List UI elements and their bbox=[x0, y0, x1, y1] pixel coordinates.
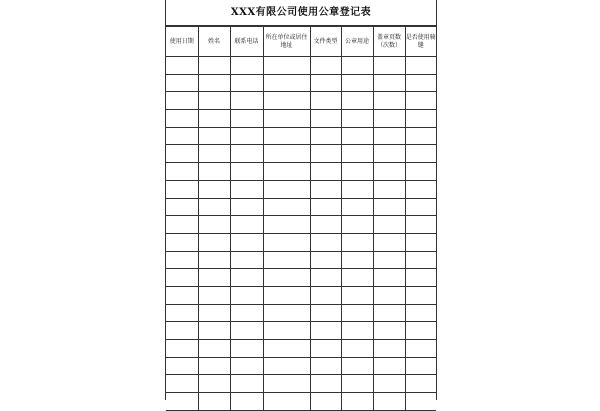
table-cell bbox=[310, 357, 341, 375]
table-cell bbox=[230, 92, 263, 110]
table-cell bbox=[198, 304, 230, 322]
table-cell bbox=[230, 216, 263, 234]
table-cell bbox=[310, 145, 341, 163]
table-cell bbox=[405, 322, 436, 340]
table-cell bbox=[341, 57, 373, 75]
table-cell bbox=[341, 110, 373, 128]
table-cell bbox=[310, 216, 341, 234]
table-cell bbox=[341, 233, 373, 251]
table-cell bbox=[405, 286, 436, 304]
table-cell bbox=[166, 74, 198, 92]
table-cell bbox=[310, 198, 341, 216]
table-row bbox=[166, 57, 436, 75]
table-body bbox=[166, 57, 436, 411]
table-cell bbox=[310, 269, 341, 287]
table-cell bbox=[230, 110, 263, 128]
table-cell bbox=[198, 322, 230, 340]
table-cell bbox=[405, 251, 436, 269]
table-cell bbox=[166, 340, 198, 358]
header-row bbox=[166, 27, 436, 57]
table-cell bbox=[230, 127, 263, 145]
table-cell bbox=[341, 357, 373, 375]
table-cell bbox=[263, 375, 310, 393]
table-row bbox=[166, 286, 436, 304]
table-cell bbox=[373, 198, 405, 216]
table-cell bbox=[405, 233, 436, 251]
table-cell bbox=[310, 393, 341, 411]
table-cell bbox=[310, 74, 341, 92]
table-cell bbox=[166, 375, 198, 393]
table-cell bbox=[230, 180, 263, 198]
table-cell bbox=[310, 57, 341, 75]
table-cell bbox=[263, 322, 310, 340]
table-row bbox=[166, 269, 436, 287]
table-row bbox=[166, 322, 436, 340]
table-cell bbox=[263, 286, 310, 304]
registration-sheet bbox=[165, 0, 437, 400]
table-cell bbox=[198, 233, 230, 251]
table-cell bbox=[166, 180, 198, 198]
table-cell bbox=[341, 92, 373, 110]
table-row bbox=[166, 304, 436, 322]
table-cell bbox=[405, 127, 436, 145]
table-cell bbox=[166, 198, 198, 216]
table-cell bbox=[405, 74, 436, 92]
table-cell bbox=[198, 286, 230, 304]
table-cell bbox=[198, 180, 230, 198]
table-cell bbox=[310, 180, 341, 198]
table-row bbox=[166, 216, 436, 234]
table-cell bbox=[166, 251, 198, 269]
table-cell bbox=[263, 340, 310, 358]
table-cell bbox=[230, 375, 263, 393]
table-cell bbox=[341, 393, 373, 411]
table-cell bbox=[341, 145, 373, 163]
table-cell bbox=[198, 57, 230, 75]
table-cell bbox=[230, 269, 263, 287]
table-cell bbox=[405, 375, 436, 393]
table-cell bbox=[230, 74, 263, 92]
table-cell bbox=[341, 269, 373, 287]
table-cell bbox=[341, 304, 373, 322]
table-cell bbox=[405, 269, 436, 287]
table-row bbox=[166, 127, 436, 145]
table-cell bbox=[405, 110, 436, 128]
table-cell bbox=[310, 163, 341, 181]
table-cell bbox=[341, 322, 373, 340]
table-row bbox=[166, 180, 436, 198]
table-cell bbox=[166, 304, 198, 322]
table-cell bbox=[230, 322, 263, 340]
table-cell bbox=[373, 251, 405, 269]
table-cell bbox=[341, 340, 373, 358]
table-cell bbox=[230, 163, 263, 181]
table-cell bbox=[373, 357, 405, 375]
table-cell bbox=[198, 375, 230, 393]
table-cell bbox=[230, 57, 263, 75]
table-cell bbox=[263, 251, 310, 269]
table-cell bbox=[373, 375, 405, 393]
table-cell bbox=[230, 357, 263, 375]
table-cell bbox=[405, 340, 436, 358]
table-cell bbox=[263, 180, 310, 198]
table-cell bbox=[373, 393, 405, 411]
table-cell bbox=[166, 92, 198, 110]
table-cell bbox=[198, 216, 230, 234]
table-cell bbox=[198, 92, 230, 110]
table-row bbox=[166, 145, 436, 163]
table-cell bbox=[310, 304, 341, 322]
table-cell bbox=[310, 251, 341, 269]
table-row bbox=[166, 198, 436, 216]
table-cell bbox=[310, 110, 341, 128]
table-cell bbox=[166, 393, 198, 411]
column-header-purpose: 公章用途 bbox=[341, 27, 373, 57]
table-cell bbox=[373, 304, 405, 322]
table-cell bbox=[263, 216, 310, 234]
table-row bbox=[166, 357, 436, 375]
table-cell bbox=[198, 393, 230, 411]
table-cell bbox=[263, 110, 310, 128]
table-cell bbox=[373, 145, 405, 163]
table-cell bbox=[310, 375, 341, 393]
table-cell bbox=[341, 286, 373, 304]
table-cell bbox=[405, 180, 436, 198]
table-cell bbox=[310, 92, 341, 110]
table-cell bbox=[373, 74, 405, 92]
table-cell bbox=[263, 357, 310, 375]
table-cell bbox=[373, 110, 405, 128]
table-cell bbox=[310, 340, 341, 358]
table-cell bbox=[230, 233, 263, 251]
column-header-perforation-seal: 是否使用骑缝 bbox=[405, 27, 436, 57]
table-cell bbox=[263, 145, 310, 163]
table-cell bbox=[198, 357, 230, 375]
table-cell bbox=[230, 340, 263, 358]
column-header-phone: 联系电话 bbox=[230, 27, 263, 57]
table-cell bbox=[373, 180, 405, 198]
table-row bbox=[166, 375, 436, 393]
table-cell bbox=[341, 74, 373, 92]
table-cell bbox=[341, 198, 373, 216]
table-cell bbox=[373, 340, 405, 358]
table-cell bbox=[198, 127, 230, 145]
table-cell bbox=[373, 322, 405, 340]
table-cell bbox=[166, 127, 198, 145]
table-cell bbox=[263, 233, 310, 251]
table-cell bbox=[230, 145, 263, 163]
table-cell bbox=[166, 269, 198, 287]
table-cell bbox=[198, 340, 230, 358]
table-cell bbox=[341, 216, 373, 234]
table-cell bbox=[263, 92, 310, 110]
table-cell bbox=[198, 269, 230, 287]
table-cell bbox=[341, 375, 373, 393]
table-cell bbox=[166, 110, 198, 128]
document-title: XXX有限公司使用公章登记表 bbox=[166, 0, 436, 26]
table-cell bbox=[373, 269, 405, 287]
column-header-name: 姓名 bbox=[198, 27, 230, 57]
table-cell bbox=[373, 233, 405, 251]
table-cell bbox=[405, 163, 436, 181]
table-cell bbox=[263, 163, 310, 181]
table-cell bbox=[198, 198, 230, 216]
table-cell bbox=[373, 216, 405, 234]
table-cell bbox=[373, 127, 405, 145]
table-cell bbox=[405, 357, 436, 375]
table-cell bbox=[230, 198, 263, 216]
table-cell bbox=[405, 145, 436, 163]
table-cell bbox=[166, 163, 198, 181]
table-cell bbox=[198, 145, 230, 163]
table-cell bbox=[310, 233, 341, 251]
table-cell bbox=[166, 357, 198, 375]
table-row bbox=[166, 163, 436, 181]
table-cell bbox=[310, 322, 341, 340]
table-row bbox=[166, 393, 436, 411]
table-row bbox=[166, 233, 436, 251]
table-cell bbox=[230, 304, 263, 322]
table-cell bbox=[263, 198, 310, 216]
table-cell bbox=[166, 233, 198, 251]
table-cell bbox=[230, 251, 263, 269]
table-cell bbox=[166, 322, 198, 340]
table-cell bbox=[263, 304, 310, 322]
table-cell bbox=[405, 198, 436, 216]
table-cell bbox=[198, 74, 230, 92]
table-cell bbox=[373, 286, 405, 304]
table-cell bbox=[230, 393, 263, 411]
table-cell bbox=[373, 57, 405, 75]
table-cell bbox=[263, 269, 310, 287]
column-header-file-type: 文件类型 bbox=[310, 27, 341, 57]
table-cell bbox=[373, 163, 405, 181]
table-cell bbox=[263, 127, 310, 145]
table-cell bbox=[405, 393, 436, 411]
table-cell bbox=[198, 251, 230, 269]
table-cell bbox=[373, 92, 405, 110]
table-cell bbox=[166, 145, 198, 163]
table-row bbox=[166, 340, 436, 358]
registration-table bbox=[166, 26, 436, 411]
table-row bbox=[166, 251, 436, 269]
table-cell bbox=[166, 286, 198, 304]
table-row bbox=[166, 110, 436, 128]
column-header-address: 所在单位或居住地址 bbox=[263, 27, 310, 57]
table-cell bbox=[341, 251, 373, 269]
column-header-page-count: 盖章页数（次数） bbox=[373, 27, 405, 57]
table-cell bbox=[310, 127, 341, 145]
table-cell bbox=[263, 57, 310, 75]
table-cell bbox=[405, 304, 436, 322]
table-cell bbox=[198, 110, 230, 128]
table-cell bbox=[263, 393, 310, 411]
table-row bbox=[166, 74, 436, 92]
table-cell bbox=[198, 163, 230, 181]
table-cell bbox=[405, 92, 436, 110]
table-row bbox=[166, 92, 436, 110]
table-cell bbox=[310, 286, 341, 304]
table-cell bbox=[341, 180, 373, 198]
table-cell bbox=[405, 216, 436, 234]
table-cell bbox=[166, 216, 198, 234]
table-cell bbox=[230, 286, 263, 304]
table-cell bbox=[263, 74, 310, 92]
table-cell bbox=[341, 163, 373, 181]
table-cell bbox=[341, 127, 373, 145]
table-cell bbox=[166, 57, 198, 75]
table-cell bbox=[405, 57, 436, 75]
column-header-date: 使用日期 bbox=[166, 27, 198, 57]
